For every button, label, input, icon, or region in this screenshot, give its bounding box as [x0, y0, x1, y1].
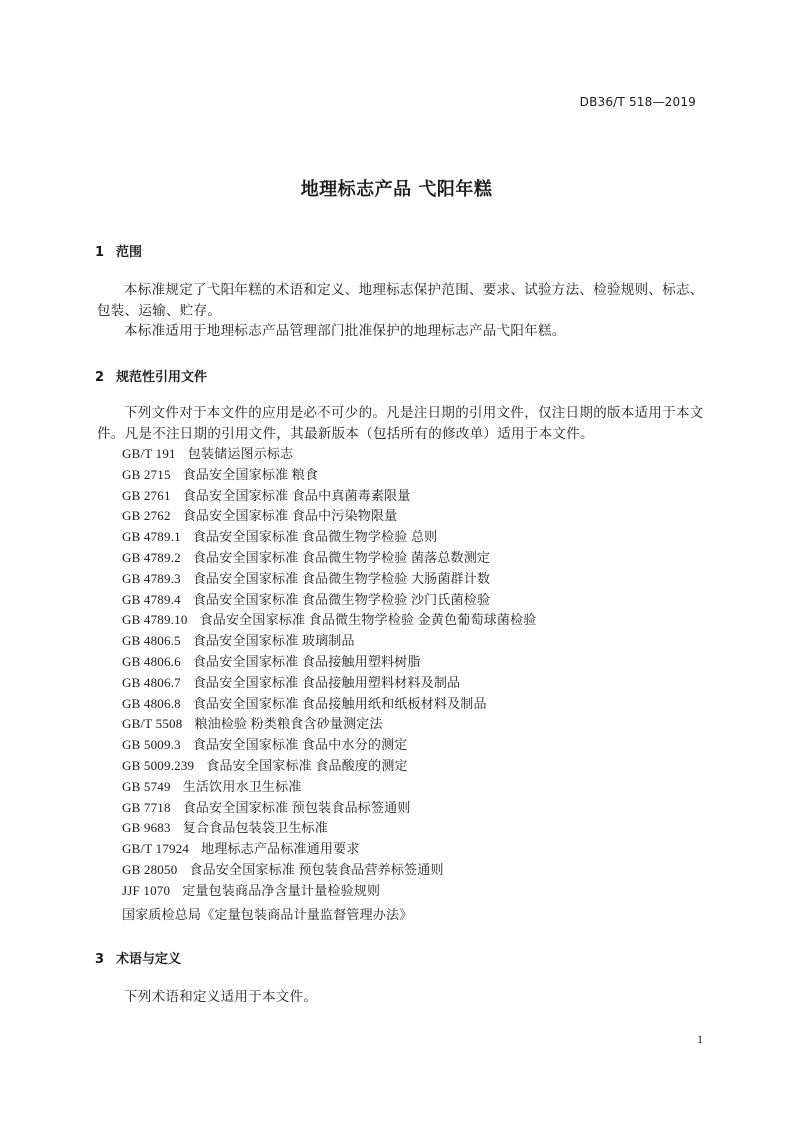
- reference-code: GB 5749: [122, 778, 171, 794]
- reference-code: GB 4806.5: [122, 633, 181, 649]
- section-title: 规范性引用文件: [116, 370, 208, 385]
- reference-item: [122, 798, 536, 819]
- reference-title: 粮油检验 粉类粮食含砂量测定法: [194, 716, 383, 732]
- section-title: 术语与定义: [116, 952, 182, 967]
- reference-code: GB 4806.6: [122, 653, 181, 669]
- reference-code: GB 2715: [122, 466, 171, 482]
- page-number: 1: [697, 1032, 703, 1046]
- reference-title: 食品安全国家标准 食品微生物学检验 大肠菌群计数: [192, 570, 491, 586]
- reference-code: GB 28050: [122, 861, 178, 877]
- reference-title: 食品安全国家标准 食品接触用塑料材料及制品: [192, 674, 461, 690]
- reference-regulation: 国家质检总局《定量包装商品计量监督管理办法》: [122, 907, 413, 922]
- reference-item: [122, 860, 536, 881]
- reference-code: GB 7718: [122, 799, 171, 815]
- reference-item: [122, 548, 536, 569]
- section-heading-normative: [95, 366, 207, 385]
- reference-code: GB 4789.1: [122, 529, 181, 545]
- reference-title: 食品安全国家标准 食品接触用塑料树脂: [192, 653, 421, 669]
- reference-title: 食品安全国家标准 预包装食品营养标签通则: [189, 861, 444, 877]
- reference-code: GB 4789.10: [122, 612, 188, 628]
- section-number: 2: [95, 370, 105, 385]
- reference-code: JJF 1070: [122, 882, 171, 898]
- reference-list: [122, 444, 536, 902]
- reference-item: [122, 694, 536, 715]
- reference-item: [122, 444, 536, 465]
- reference-code: GB 4789.3: [122, 570, 181, 586]
- section-title: 范围: [116, 245, 143, 260]
- reference-item: [122, 756, 536, 777]
- reference-item: [122, 506, 536, 527]
- scope-paragraph-1: 本标准规定了弋阳年糕的术语和定义、地理标志保护范围、要求、试验方法、检验规则、标志、包装、运输、贮存。: [97, 282, 704, 318]
- reference-item: [122, 465, 536, 486]
- reference-code: GB 4789.2: [122, 549, 181, 565]
- reference-item: [122, 881, 536, 902]
- section-number: 3: [95, 952, 105, 967]
- reference-code: GB 4789.4: [122, 591, 181, 607]
- reference-item: [122, 777, 536, 798]
- reference-title: 食品安全国家标准 食品中真菌毒素限量: [182, 487, 411, 503]
- reference-item: [122, 527, 536, 548]
- section-number: 1: [95, 245, 105, 260]
- reference-item: [122, 590, 536, 611]
- reference-code: GB 5009.239: [122, 757, 195, 773]
- terms-intro: 下列术语和定义适用于本文件。: [124, 989, 318, 1004]
- reference-item: [122, 818, 536, 839]
- reference-title: 生活饮用水卫生标准: [182, 778, 302, 794]
- reference-title: 食品安全国家标准 粮食: [182, 466, 319, 482]
- reference-code: GB/T 191: [122, 446, 176, 461]
- reference-title: 食品安全国家标准 食品接触用纸和纸板材料及制品: [192, 695, 487, 711]
- reference-code: GB 2762: [122, 508, 171, 524]
- reference-code: GB 4806.8: [122, 695, 181, 711]
- reference-code: GB 2761: [122, 487, 171, 503]
- reference-title: 食品安全国家标准 食品微生物学检验 沙门氏菌检验: [192, 591, 491, 607]
- reference-item: [122, 735, 536, 756]
- reference-title: 包装储运图示标志: [187, 446, 294, 461]
- reference-title: 食品安全国家标准 食品微生物学检验 总则: [192, 529, 438, 545]
- reference-code: GB/T 5508: [122, 716, 183, 732]
- reference-title: 复合食品包装袋卫生标准: [182, 820, 328, 836]
- reference-title: 食品安全国家标准 食品微生物学检验 菌落总数测定: [192, 549, 491, 565]
- scope-paragraph-2: 本标准适用于地理标志产品管理部门批准保护的地理标志产品弋阳年糕。: [124, 323, 566, 338]
- document-title: 地理标志产品 弋阳年糕: [300, 179, 493, 200]
- reference-code: GB 9683: [122, 820, 171, 836]
- normative-intro: 下列文件对于本文件的应用是必不可少的。凡是注日期的引用文件，仅注日期的版本适用于本文件。凡是不注日期的引用文件，其最新版本（包括所有的修改单）适用于本文件。: [97, 405, 704, 441]
- reference-code: GB 5009.3: [122, 737, 181, 753]
- reference-title: 食品安全国家标准 食品酸度的测定: [206, 757, 408, 773]
- reference-item: [122, 714, 536, 735]
- reference-title: 定量包装商品净含量计量检验规则: [182, 882, 381, 898]
- reference-item: [122, 569, 536, 590]
- reference-title: 食品安全国家标准 玻璃制品: [192, 633, 355, 649]
- reference-code: GB 4806.7: [122, 674, 181, 690]
- section-heading-terms: [95, 948, 181, 967]
- reference-item: [122, 631, 536, 652]
- document-code: DB36/T 518—2019: [579, 95, 696, 109]
- reference-code: GB/T 17924: [122, 841, 190, 857]
- reference-title: 食品安全国家标准 食品微生物学检验 金黄色葡萄球菌检验: [199, 612, 537, 628]
- reference-item: [122, 610, 536, 631]
- reference-item: [122, 486, 536, 507]
- reference-title: 食品安全国家标准 预包装食品标签通则: [182, 799, 411, 815]
- reference-item: [122, 673, 536, 694]
- section-heading-scope: [95, 241, 142, 260]
- reference-title: 食品安全国家标准 食品中水分的测定: [192, 737, 408, 753]
- reference-item: [122, 652, 536, 673]
- reference-title: 食品安全国家标准 食品中污染物限量: [182, 508, 398, 524]
- reference-title: 地理标志产品标准通用要求: [201, 841, 360, 857]
- reference-item: [122, 839, 536, 860]
